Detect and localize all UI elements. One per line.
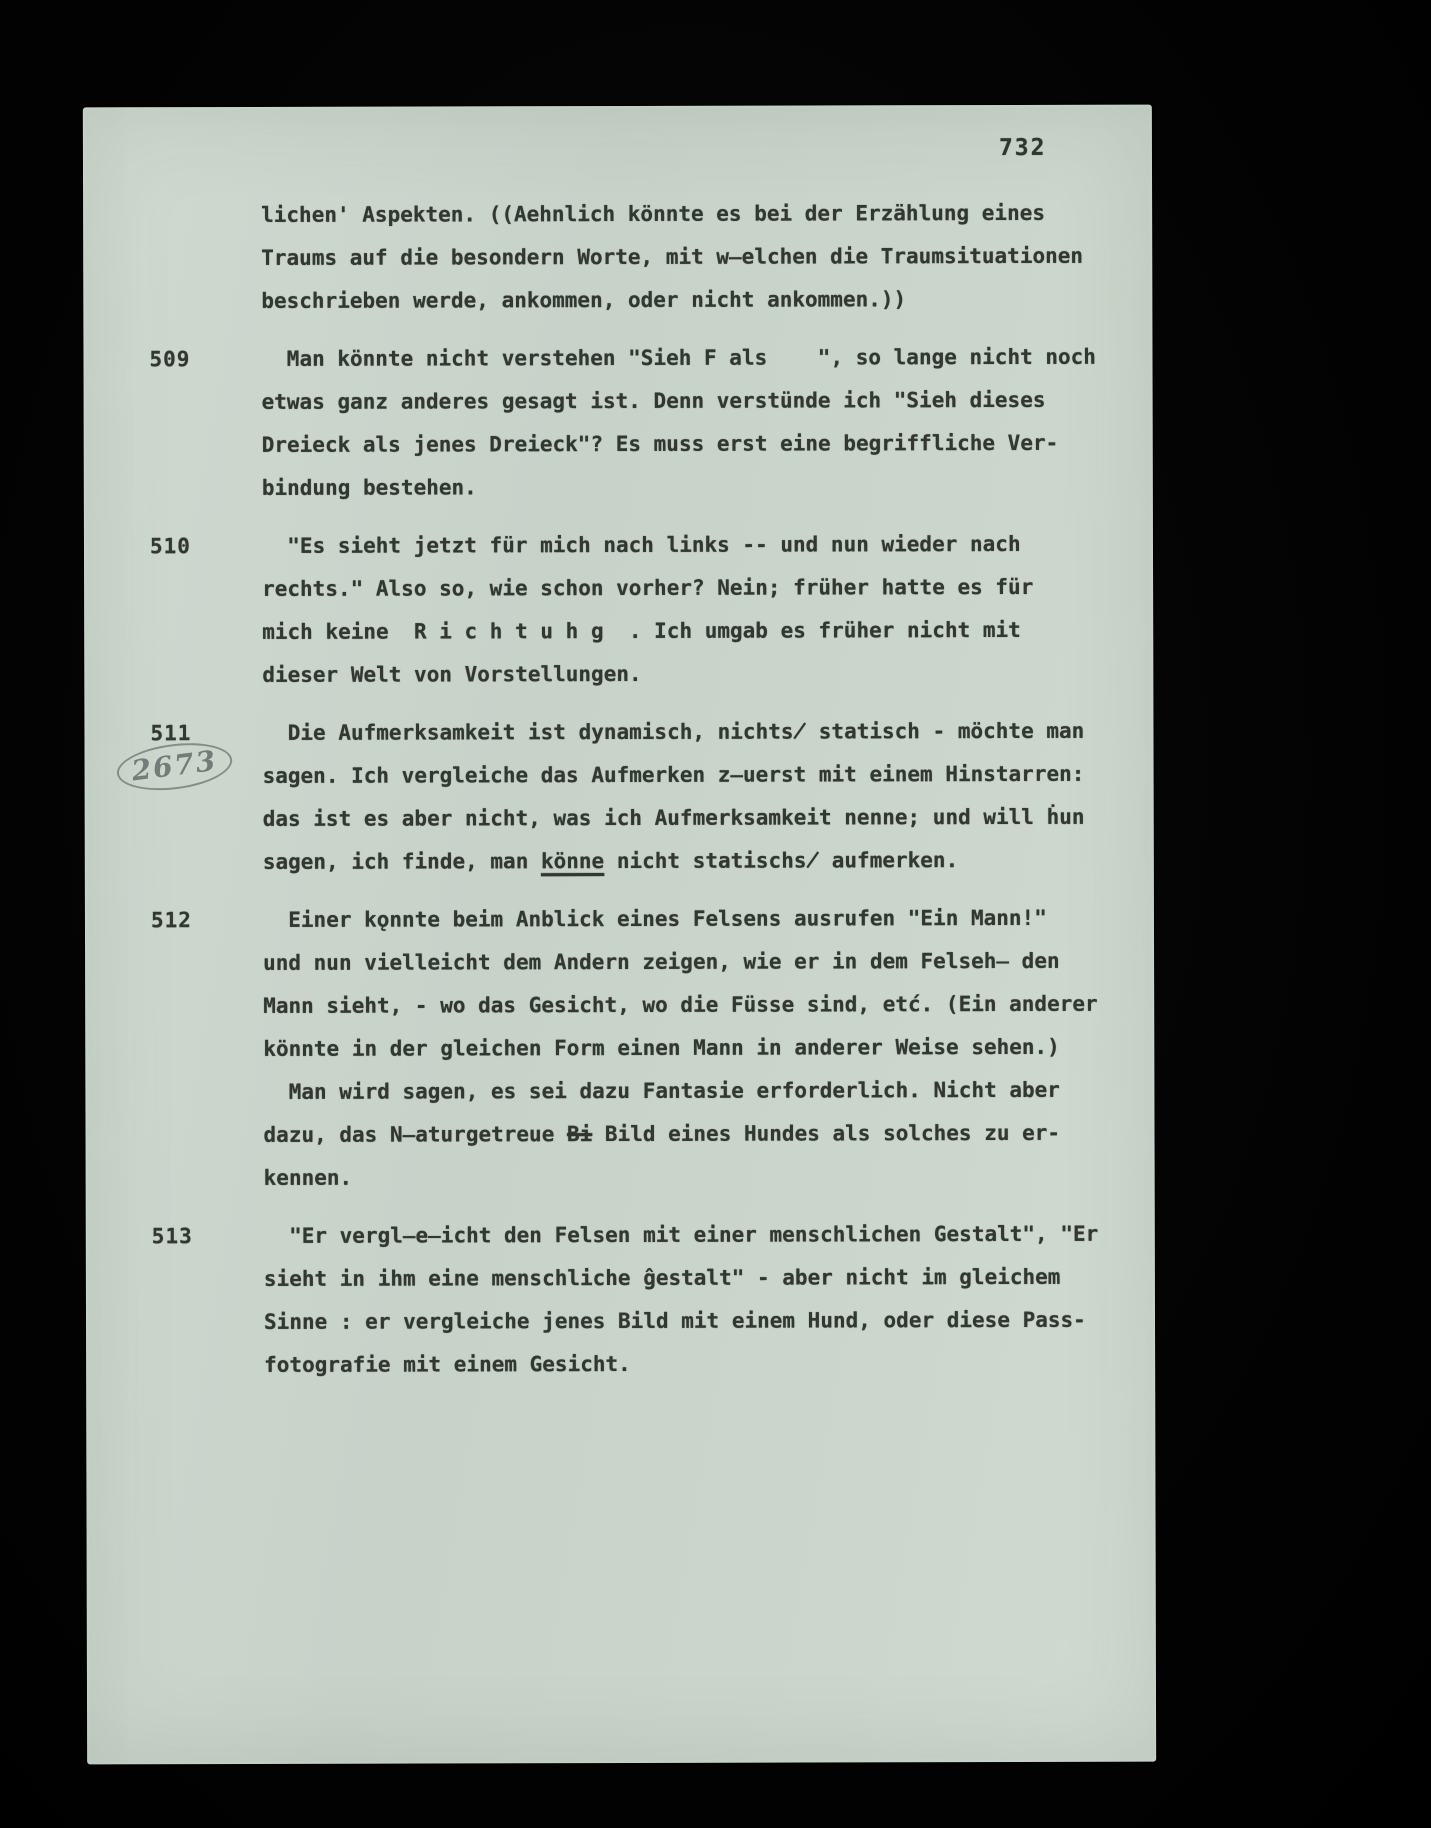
text-line: dieser Welt von Vorstellungen. — [262, 661, 642, 687]
paragraph — [149, 336, 1161, 510]
text-line: "Es sieht jetzt für mich nach links -- und nun wieder nach — [261, 531, 1021, 558]
text-line: Einer kǫnnte beim Anblick eines Felsens ausrufen "Ein Mann!" — [262, 905, 1047, 932]
typescript-body — [129, 192, 1164, 1387]
text-line: könnte in der gleichen Form einen Mann in anderer Weise sehen.) — [263, 1034, 1060, 1061]
struck-out-word: Bi — [566, 1122, 593, 1147]
underlined-word: könne — [540, 849, 605, 874]
text-line: fotografie mit einem Gesicht. — [264, 1351, 631, 1377]
text-line: mich keine R i c h t u h g . Ich umgab es früher nicht mit — [262, 617, 1021, 644]
paragraph-number: 510 — [149, 534, 191, 559]
text-line: kennen. — [263, 1165, 353, 1190]
text-line: Traums auf die besondern Worte, mit w̶elchen die Traumsituationen — [261, 243, 1084, 270]
paragraph — [261, 192, 1161, 323]
text-line: "Er vergl̶e̶icht den Felsen mit einer menschlichen Gestalt", "Er — [263, 1221, 1099, 1248]
text-line: rechts." Also so, wie schon vorher? Nein; früher hatte es für — [262, 574, 1034, 601]
paragraph — [149, 523, 1162, 697]
text-line: und nun vielleicht dem Andern zeigen, wie er in dem Felseh̶ den — [263, 948, 1060, 975]
paragraph-number: 513 — [151, 1224, 193, 1249]
text-line: sagen, ich finde, man könne nicht statischs̸ aufmerken. — [262, 848, 959, 874]
paragraph-number: 511 — [150, 721, 192, 746]
text-line: Mann sieht, - wo das Gesicht, wo die Füsse sind, etć. (Ein anderer — [263, 991, 1098, 1018]
paragraph — [151, 1213, 1164, 1387]
text-line: beschrieben werde, ankommen, oder nicht ankommen.)) — [261, 287, 907, 313]
paragraph — [129, 710, 1162, 884]
paragraph-number: 512 — [150, 908, 192, 933]
text-line: das ist es aber nicht, was ich Aufmerksamkeit nenne; und will ḣun — [262, 804, 1085, 831]
text-line: Die Aufmerksamkeit ist dynamisch, nichts̸ statisch - möchte man — [262, 718, 1085, 745]
paragraph — [150, 897, 1164, 1200]
text-line: lichen' Aspekten. ((Aehnlich könnte es bei der Erzählung eines — [261, 200, 1046, 227]
page-number: 732 — [998, 134, 1047, 162]
paragraph-number: 509 — [149, 347, 191, 372]
document-page — [83, 105, 1156, 1765]
text-line: dazu, das N̶aturgetreue Bi Bild eines Hundes als solches zu er- — [263, 1120, 1061, 1147]
text-line: Man wird sagen, es sei dazu Fantasie erforderlich. Nicht aber — [263, 1077, 1060, 1104]
text-line: bindung bestehen. — [261, 475, 477, 500]
text-line: sieht in ihm eine menschliche ĝestalt" - aber nicht im gleichem — [263, 1264, 1061, 1291]
text-line: Sinne : er vergleiche jenes Bild mit einem Hund, oder diese Pass- — [263, 1307, 1086, 1334]
text-line: sagen. Ich vergleiche das Aufmerken z̶uerst mit einem Hinstarren: — [262, 761, 1085, 788]
text-line: Dreieck als jenes Dreieck"? Es muss erst eine begriffliche Ver- — [261, 430, 1059, 457]
handwritten-circled-number: 2673 — [114, 737, 235, 796]
text-line: etwas ganz anderes gesagt ist. Denn verstünde ich "Sieh dieses — [261, 387, 1046, 414]
text-line: Man könnte nicht verstehen "Sieh F als ", so lange nicht noch — [261, 344, 1096, 371]
